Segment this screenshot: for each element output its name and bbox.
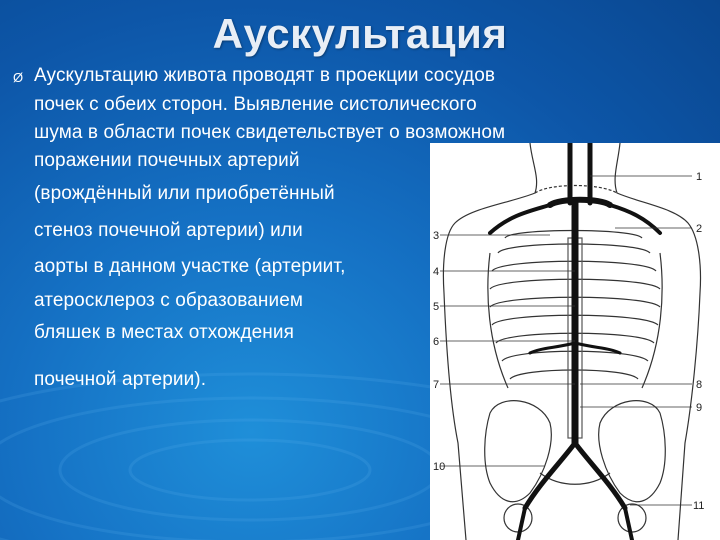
text-line: (врождённый или приобретённый xyxy=(34,183,335,204)
slide-title: Аускультация xyxy=(212,10,508,57)
label-4: 4 xyxy=(433,266,440,278)
label-1: 1 xyxy=(696,171,703,183)
text-line: шума в области почек свидетельствует о возможном xyxy=(34,122,506,143)
vascular-anatomy-illustration xyxy=(430,143,720,540)
label-6: 6 xyxy=(433,336,440,348)
text-line: стеноз почечной артерии) или xyxy=(34,220,303,241)
text-line: атеросклероз с образованием xyxy=(34,290,304,311)
label-10: 10 xyxy=(433,461,446,473)
label-3: 3 xyxy=(433,230,440,242)
text-line: аорты в данном участке (артериит, xyxy=(34,256,346,277)
label-7: 7 xyxy=(433,379,440,391)
text-line: почечной артерии). xyxy=(34,369,207,390)
text-line: бляшек в местах отхождения xyxy=(34,322,294,343)
label-5: 5 xyxy=(433,301,440,313)
bullet-arrow-icon: Ø xyxy=(13,70,24,85)
text-line: Аускультацию живота проводят в проекции сосудов xyxy=(34,65,496,86)
anatomy-figure xyxy=(430,143,720,540)
label-9: 9 xyxy=(696,402,703,414)
label-8: 8 xyxy=(696,379,703,391)
text-line: почек с обеих сторон. Выявление систолического xyxy=(34,94,477,115)
text-line: поражении почечных артерий xyxy=(34,150,300,171)
label-11: 11 xyxy=(693,500,705,512)
label-2: 2 xyxy=(696,223,703,235)
